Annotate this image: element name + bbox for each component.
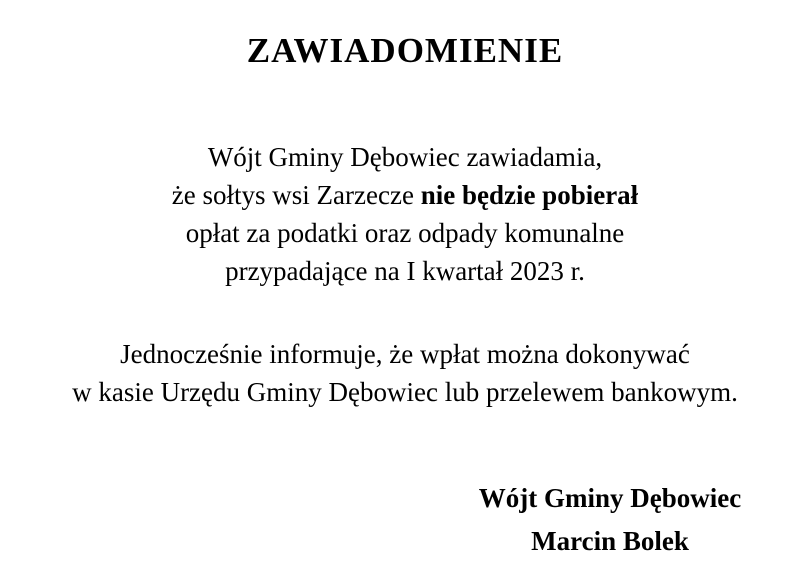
- page-title: ZAWIADOMIENIE: [246, 31, 564, 70]
- paragraph-line: [0, 176, 810, 214]
- announcement-paragraph: [0, 138, 810, 290]
- info-paragraph: [0, 335, 810, 411]
- paragraph-line: przypadające na I kwartał 2023 r.: [225, 256, 585, 286]
- paragraph-line: opłat za podatki oraz odpady komunalne: [185, 218, 625, 248]
- paragraph-line: Jednocześnie informuje, że wpłat można dokonywać: [120, 339, 690, 369]
- paragraph-line: w kasie Urzędu Gminy Dębowiec lub przelewem bankowym.: [72, 377, 738, 407]
- paragraph-line-normal-text: że sołtys wsi Zarzecze: [171, 180, 421, 210]
- signature-title: Wójt Gminy Dębowiec: [478, 483, 742, 513]
- paragraph-line-bold-text: nie będzie pobierał: [420, 180, 639, 210]
- paragraph-line: Wójt Gminy Dębowiec zawiadamia,: [207, 142, 603, 172]
- signature-block: [460, 477, 760, 563]
- signature-name: Marcin Bolek: [531, 526, 689, 556]
